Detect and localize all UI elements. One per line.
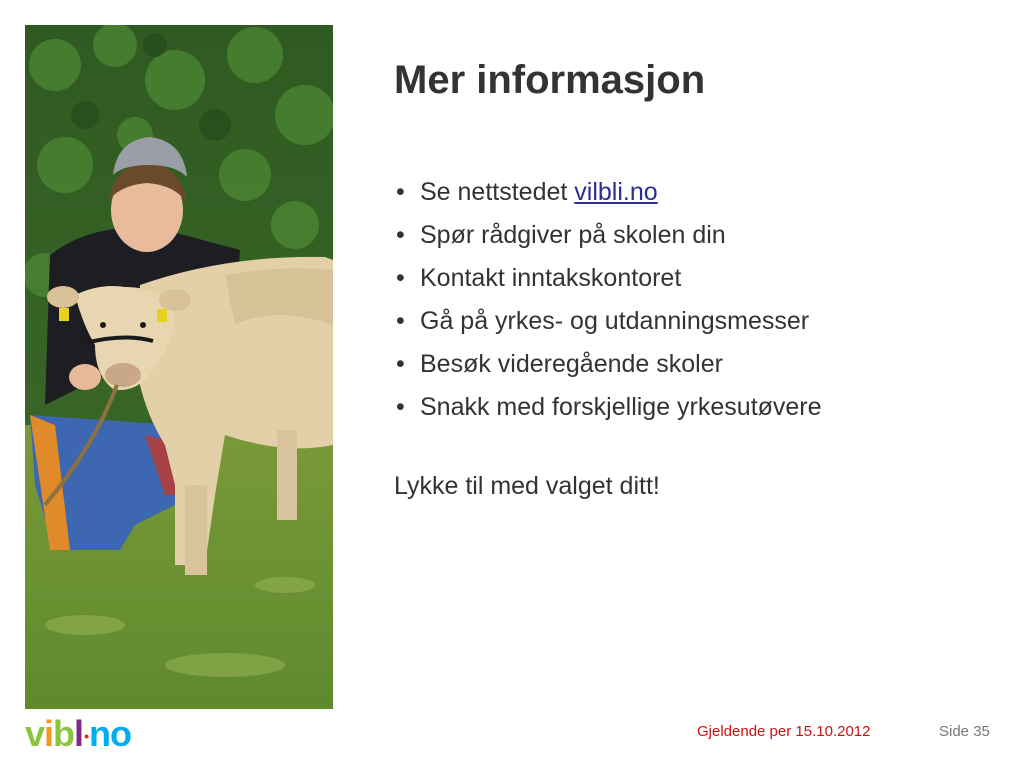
list-item-text: Besøk videregående skoler [420, 350, 723, 378]
list-item [394, 257, 994, 300]
validity-date: Gjeldende per 15.10.2012 [697, 723, 871, 740]
vilbli-link[interactable]: vilbli.no [574, 178, 658, 206]
info-list [394, 171, 994, 429]
list-item [394, 214, 994, 257]
list-item-text: Kontakt inntakskontoret [420, 264, 682, 292]
list-item [394, 300, 994, 343]
bullet-icon: • [396, 221, 405, 249]
slide-title: Mer informasjon [394, 58, 706, 102]
list-item-text: Se nettstedet [420, 178, 575, 206]
bullet-icon: • [396, 264, 405, 292]
vilbli-logo: vibl•no [25, 713, 131, 754]
bullet-icon: • [396, 350, 405, 378]
boy-with-calf-image [25, 25, 333, 709]
bullet-icon: • [396, 307, 405, 335]
bullet-icon: • [396, 393, 405, 421]
list-item-text: Gå på yrkes- og utdanningsmesser [420, 307, 810, 335]
list-item-text: Snakk med forskjellige yrkesutøvere [420, 393, 822, 421]
bullet-icon: • [396, 178, 405, 206]
slide-photo [25, 25, 333, 709]
page-number: Side 35 [939, 723, 990, 740]
list-item [394, 386, 994, 429]
list-item-website [394, 171, 994, 214]
list-item-text: Spør rådgiver på skolen din [420, 221, 726, 249]
closing-text: Lykke til med valget ditt! [394, 472, 660, 500]
list-item [394, 343, 994, 386]
